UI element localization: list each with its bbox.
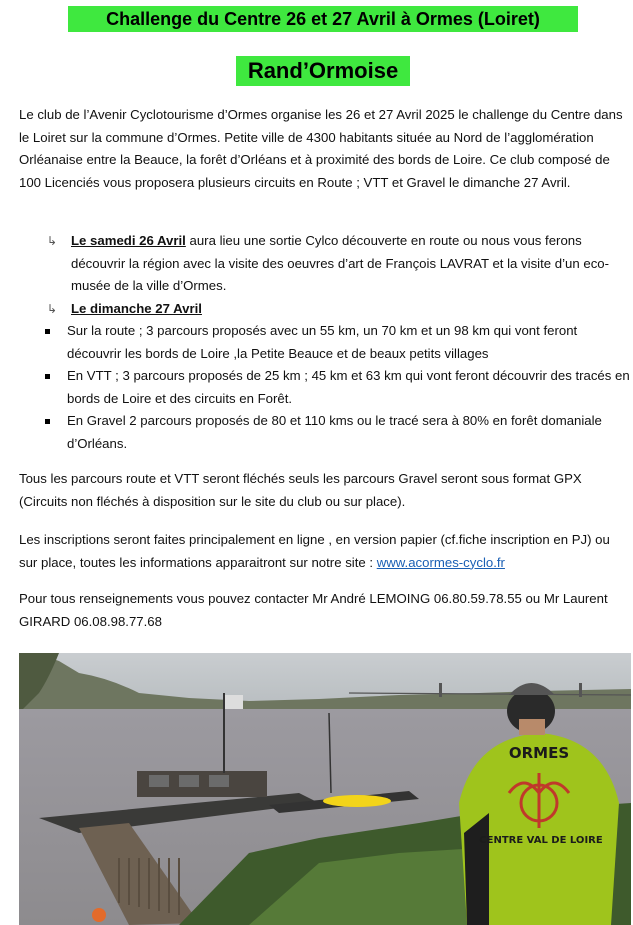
square-bullet-icon: [45, 419, 50, 424]
routes-paragraph: Tous les parcours route et VTT seront fléchés seuls les parcours Gravel seront sous format GPX (Circuits non fléchés à disposition sur le site du club ou sur place).: [19, 471, 582, 509]
intro-paragraph: Le club de l’Avenir Cyclotourisme d’Ormes organise les 26 et 27 Avril 2025 le challenge du Centre dans le Loiret sur la commune d’Ormes. Petite ville de 4300 habitants située au Nord de l’agglomération Orléanaise entre la Beauce, la forêt d’Orléans et à proximité des bords de Loire. Ce club composé de 100 Licenciés vous proposera plusieurs circuits en Route ; VTT et Gravel le dimanche 27 Avril.: [19, 107, 623, 190]
event-list: [19, 230, 631, 455]
saturday-label: Le samedi 26 Avril: [71, 233, 186, 248]
list-item-text: En VTT ; 3 parcours proposés de 25 km ; 45 km et 63 km qui vont feront découvrir des tracés en bords de Loire et des circuits en Forêt.: [67, 368, 630, 406]
list-item-text: En Gravel 2 parcours proposés de 80 et 110 kms ou le tracé sera à 80% en forêt domaniale d’Orléans.: [67, 413, 602, 451]
document-subtitle: Rand’Ormoise: [236, 56, 410, 86]
contact-paragraph: Pour tous renseignements vous pouvez contacter Mr André LEMOING 06.80.59.78.55 ou Mr Laurent GIRARD 06.08.98.77.68: [19, 591, 608, 629]
inscription-paragraph: [19, 529, 631, 574]
list-item-gravel: [19, 410, 631, 455]
hooked-arrow-icon: ↳: [47, 301, 58, 316]
saturday-text: aura lieu une sortie Cylco découverte en route ou nous vous ferons découvrir la région avec la visite des oeuvres d’art de François LAVRAT et la visite d’un eco-musée de la ville d’Ormes.: [71, 233, 610, 293]
sunday-label: Le dimanche 27 Avril: [71, 300, 202, 316]
saturday-item: [19, 230, 631, 298]
list-item-vtt: [19, 365, 631, 410]
jersey-top-text: ORMES: [508, 744, 570, 762]
website-link[interactable]: www.acormes-cyclo.fr: [376, 554, 505, 570]
square-bullet-icon: [45, 374, 50, 379]
loire-photo: [19, 653, 631, 925]
document-title: Challenge du Centre 26 et 27 Avril à Ormes (Loiret): [68, 6, 578, 32]
hooked-arrow-icon: ↳: [47, 234, 58, 248]
inscription-text: Les inscriptions seront faites principalement en ligne , en version papier (cf.fiche inscription en PJ) ou sur place, toutes les informations apparaitront sur notre site :: [19, 532, 610, 570]
square-bullet-icon: [45, 329, 50, 334]
list-item-route: [19, 320, 631, 365]
sunday-item: [19, 298, 631, 321]
list-item-text: Sur la route ; 3 parcours proposés avec un 55 km, un 70 km et un 98 km qui vont feront découvrir les bords de Loire ,la Petite Beauce et de beaux petits villages: [67, 323, 578, 361]
jersey-bottom-text: CENTRE VAL DE LOIRE: [479, 835, 603, 846]
